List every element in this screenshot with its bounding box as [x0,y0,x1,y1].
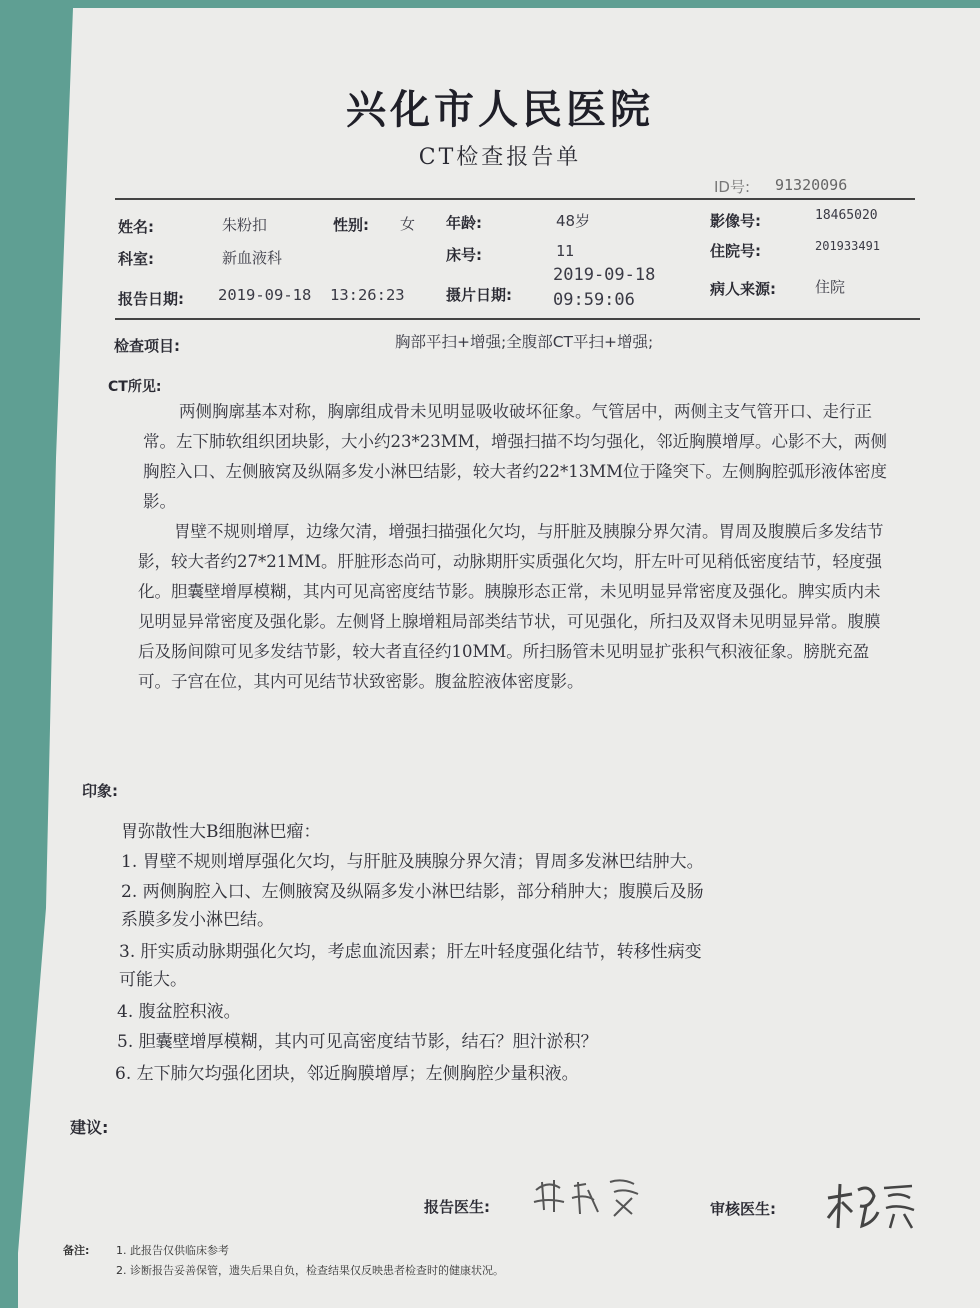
inpatient-no-label: 住院号: [710,242,761,260]
impression-diagnosis: 胃弥散性大B细胞淋巴瘤： [121,822,321,842]
bed-label: 床号: [446,246,482,264]
age-label: 年龄: [446,214,482,232]
dept-label: 科室: [118,250,154,268]
patient-name: 朱粉扣 [222,216,268,234]
patient-source: 住院 [815,278,846,296]
patient-age: 48岁 [556,212,591,230]
film-date: 2019-09-18 [553,265,656,285]
source-label: 病人来源: [710,280,776,298]
header-divider-bottom [115,318,920,320]
header-divider-top [115,198,915,200]
film-date-label: 摄片日期: [446,286,512,304]
report-date-label: 报告日期: [118,290,184,308]
notes-label: 备注: [63,1244,90,1257]
impression-item-2-cont: 系膜多发小淋巴结。 [121,910,274,930]
reporter-signature [528,1172,648,1226]
impression-item-4: 4. 腹盆腔积液。 [117,1002,241,1022]
image-no-label: 影像号: [710,212,761,230]
hospital-name: 兴化市人民医院 [346,86,654,133]
reviewer-label: 审核医生: [710,1200,776,1218]
patient-sex: 女 [400,215,416,233]
reporter-label: 报告医生: [424,1198,490,1216]
name-label: 姓名: [118,218,154,236]
impression-item-3-cont: 可能大。 [119,970,187,990]
impression-item-3: 3. 肝实质动脉期强化欠均，考虑血流因素；肝左叶轻度强化结节，转移性病变 [119,942,702,962]
patient-dept: 新血液科 [222,249,283,267]
exam-items: 胸部平扫+增强;全腹部CT平扫+增强; [395,333,654,351]
id-label: ID号: [714,178,751,196]
note-1: 1. 此报告仅供临床参考 [116,1244,229,1257]
sex-label: 性别: [333,216,369,234]
impression-label: 印象: [82,782,118,800]
inpatient-no: 201933491 [815,239,881,253]
report-date: 2019-09-18 13:26:23 [218,286,405,304]
exam-label: 检查项目: [114,337,180,355]
impression-item-5: 5. 胆囊壁增厚模糊，其内可见高密度结节影，结石？胆汁淤积？ [117,1032,598,1052]
impression-item-6: 6. 左下肺欠均强化团块，邻近胸膜增厚；左侧胸腔少量积液。 [115,1064,579,1084]
reviewer-signature [822,1176,922,1236]
bed-number: 11 [556,242,575,260]
findings-label: CT所见: [108,379,162,395]
id-value: 91320096 [775,176,848,194]
report-title: CT检查报告单 [418,145,582,170]
findings-paragraph-chest: 两侧胸廓基本对称，胸廓组成骨未见明显吸收破坏征象。气管居中，两侧主支气管开口、走行正常。左下肺软组织团块影，大小约23*23MM，增强扫描不均匀强化，邻近胸膜增厚。心影不大，两侧胸腔入口、左侧腋窝及纵隔多发小淋巴结影，较大者约22*13MM位于隆突下。左侧胸腔弧形液体密度影。 [143,402,888,511]
impression-item-2: 2. 两侧胸腔入口、左侧腋窝及纵隔多发小淋巴结影，部分稍肿大；腹膜后及肠 [121,882,704,902]
note-2: 2. 诊断报告妥善保管，遗失后果自负，检查结果仅反映患者检查时的健康状况。 [116,1264,504,1277]
impression-item-1: 1. 胃壁不规则增厚强化欠均，与肝脏及胰腺分界欠清；胃周多发淋巴结肿大。 [121,852,704,872]
image-no: 18465020 [815,208,878,223]
findings-paragraph-abdomen: 胃壁不规则增厚，边缘欠清，增强扫描强化欠均，与肝脏及胰腺分界欠清。胃周及腹膜后多发结节影，较大者约27*21MM。肝脏形态尚可，动脉期肝实质强化欠均，肝左叶可见稍低密度结节，轻度强化。胆囊壁增厚模糊，其内可见高密度结节影。胰腺形态正常，未见明显异常密度及强化。脾实质内未见明显异常密度及强化影。左侧肾上腺增粗局部类结节状，可见强化，所扫及双肾未见明显异常。腹膜后及肠间隙可见多发结节影，较大者直径约10MM。所扫肠管未见明显扩张积气积液征象。膀胱充盈可。子宫在位，其内可见结节状致密影。腹盆腔液体密度影。 [138,522,884,691]
film-time: 09:59:06 [553,290,635,310]
suggestion-label: 建议: [70,1118,109,1137]
